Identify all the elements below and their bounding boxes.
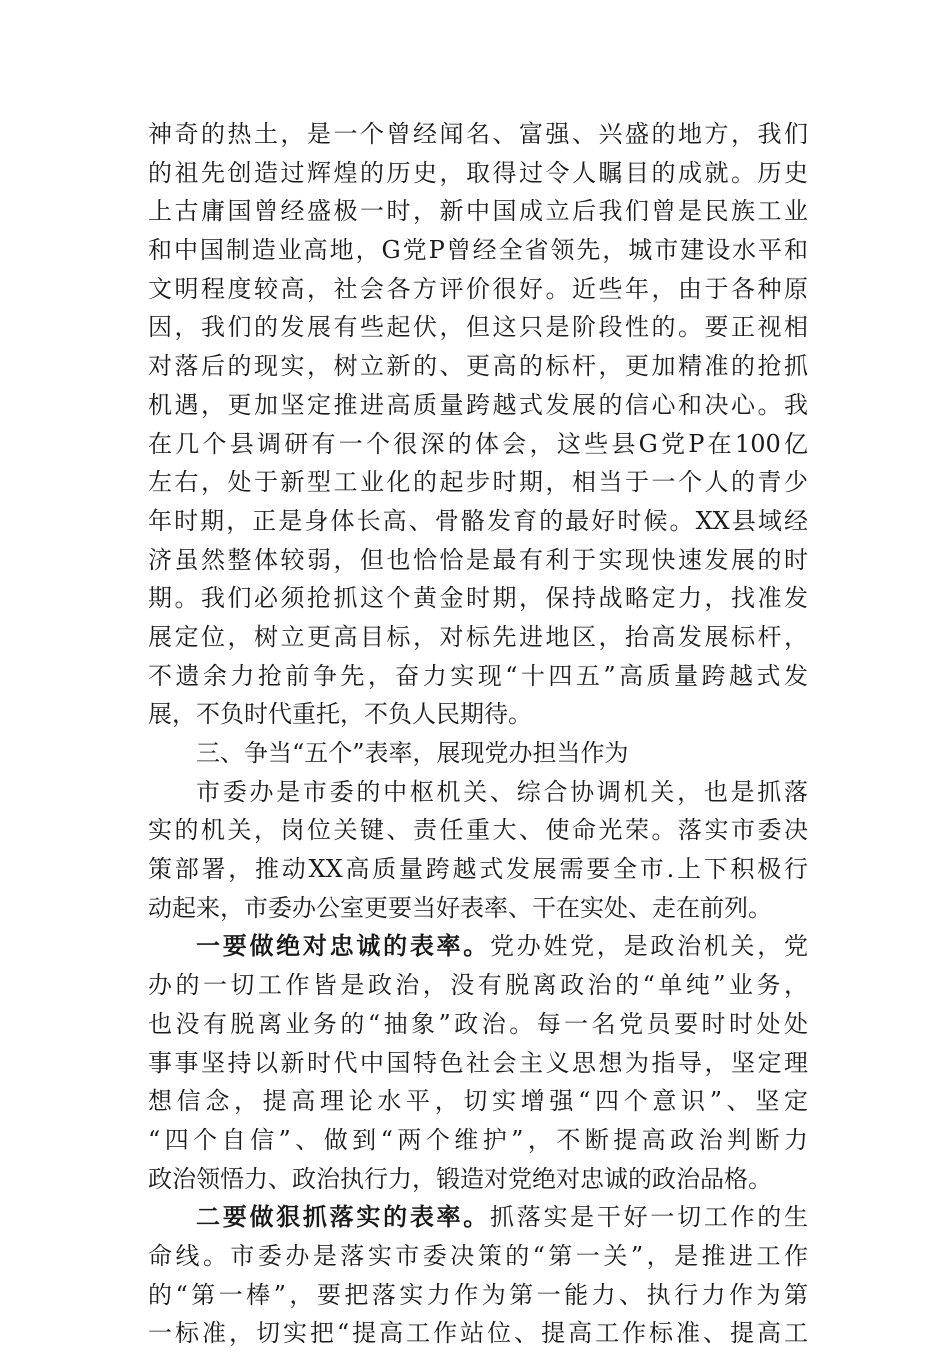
paragraph-line xyxy=(148,1198,808,1237)
line-text: 事事坚持以新时代中国特色社会主义思想为指导，坚定理 xyxy=(148,1048,808,1077)
line-text: 想信念，提高理论水平，切实增强“四个意识”、坚定 xyxy=(148,1087,808,1116)
paragraph-line xyxy=(148,618,808,657)
bold-lead-phrase: 二要做狠抓落实的表率。 xyxy=(196,1202,490,1232)
paragraph-line xyxy=(148,541,808,580)
line-text: 文明程度较高，社会各方评价很好。近些年，由于各种原 xyxy=(148,274,808,303)
paragraph-line xyxy=(148,154,808,193)
paragraph-line xyxy=(148,966,808,1005)
paragraph-line xyxy=(148,502,808,541)
line-text: 的“第一棒”，要把落实力作为第一能力、执行力作为第 xyxy=(148,1280,808,1309)
paragraph-line xyxy=(148,347,808,386)
paragraph-line xyxy=(148,1005,808,1044)
line-text: 三、争当“五个”表率，展现党办担当作为 xyxy=(196,739,629,767)
bold-lead-phrase: 一要做绝对忠诚的表率。 xyxy=(196,931,490,961)
paragraph-line xyxy=(148,850,808,889)
paragraph-line xyxy=(148,579,808,618)
paragraph-line xyxy=(148,889,808,928)
paragraph-line xyxy=(148,1160,808,1199)
paragraph-line xyxy=(148,386,808,425)
line-text: 也没有脱离业务的“抽象”政治。每一名党员要时时处处 xyxy=(148,1009,808,1038)
paragraph-line xyxy=(148,1044,808,1083)
paragraph-line xyxy=(148,1276,808,1315)
line-text: “四个自信”、做到“两个维护”，不断提高政治判断力 xyxy=(148,1125,808,1154)
paragraph-line xyxy=(148,657,808,696)
paragraph-line xyxy=(148,308,808,347)
paragraph-line xyxy=(148,270,808,309)
line-text: 展，不负时代重托，不负人民期待。 xyxy=(148,700,532,729)
paragraph-line xyxy=(148,927,808,966)
line-text: 党办姓党，是政治机关，党 xyxy=(490,932,808,961)
line-text: 济虽然整体较弱，但也恰恰是最有利于实现快速发展的时 xyxy=(148,545,808,574)
line-text: 实的机关，岗位关键、责任重大、使命光荣。落实市委决 xyxy=(148,816,808,845)
paragraph-line xyxy=(148,695,808,734)
line-text: 办的一切工作皆是政治，没有脱离政治的“单纯”业务， xyxy=(148,971,808,1000)
paragraph-line xyxy=(148,1082,808,1121)
line-text: 左右，处于新型工业化的起步时期，相当于一个人的青少 xyxy=(148,468,808,497)
line-text: 不遗余力抢前争先，奋力实现“十四五”高质量跨越式发 xyxy=(148,661,808,690)
line-text: 策部署，推动XX高质量跨越式发展需要全市.上下积极行 xyxy=(148,855,808,884)
paragraph-line xyxy=(148,425,808,464)
line-text: 政治领悟力、政治执行力，锻造对党绝对忠诚的政治品格。 xyxy=(148,1164,772,1193)
line-text: 的祖先创造过辉煌的历史，取得过令人瞩目的成就。历史 xyxy=(148,158,808,187)
line-text: 市委办是市委的中枢机关、综合协调机关，也是抓落 xyxy=(196,777,808,806)
line-text: 神奇的热土，是一个曾经闻名、富强、兴盛的地方，我们 xyxy=(148,120,808,148)
line-text: 期。我们必须抢抓这个黄金时期，保持战略定力，找准发 xyxy=(148,584,808,613)
paragraph-line xyxy=(148,1237,808,1276)
line-text: 在几个县调研有一个很深的体会，这些县G党P在100亿 xyxy=(148,429,808,458)
line-text: 抓落实是干好一切工作的生 xyxy=(490,1203,808,1232)
document-body xyxy=(148,115,808,1353)
paragraph-line xyxy=(148,1121,808,1160)
paragraph-line xyxy=(148,811,808,850)
line-text: 动起来，市委办公室更要当好表率、干在实处、走在前列。 xyxy=(148,893,772,922)
paragraph-line xyxy=(148,773,808,812)
line-text: 机遇，更加坚定推进高质量跨越式发展的信心和决心。我 xyxy=(148,390,808,419)
paragraph-line xyxy=(148,231,808,270)
line-text: 对落后的现实，树立新的、更高的标杆，更加精准的抢抓 xyxy=(148,352,808,381)
line-text: 和中国制造业高地，G党P曾经全省领先，城市建设水平和 xyxy=(148,236,808,265)
line-text: 展定位，树立更高目标，对标先进地区，抬高发展标杆， xyxy=(148,622,808,651)
paragraph-line xyxy=(148,1314,808,1353)
line-text: 因，我们的发展有些起伏，但这只是阶段性的。要正视相 xyxy=(148,313,808,342)
line-text: 年时期，正是身体长高、骨骼发育的最好时候。XX县域经 xyxy=(148,506,808,535)
line-text: 命线。市委办是落实市委决策的“第一关”，是推进工作 xyxy=(148,1241,808,1270)
paragraph-line xyxy=(148,115,808,154)
line-text: 一标准，切实把“提高工作站位、提高工作标准、提高工 xyxy=(148,1319,808,1348)
line-text: 上古庸国曾经盛极一时，新中国成立后我们曾是民族工业 xyxy=(148,197,808,226)
paragraph-line xyxy=(148,463,808,502)
paragraph-line xyxy=(148,192,808,231)
section-heading xyxy=(148,734,808,773)
